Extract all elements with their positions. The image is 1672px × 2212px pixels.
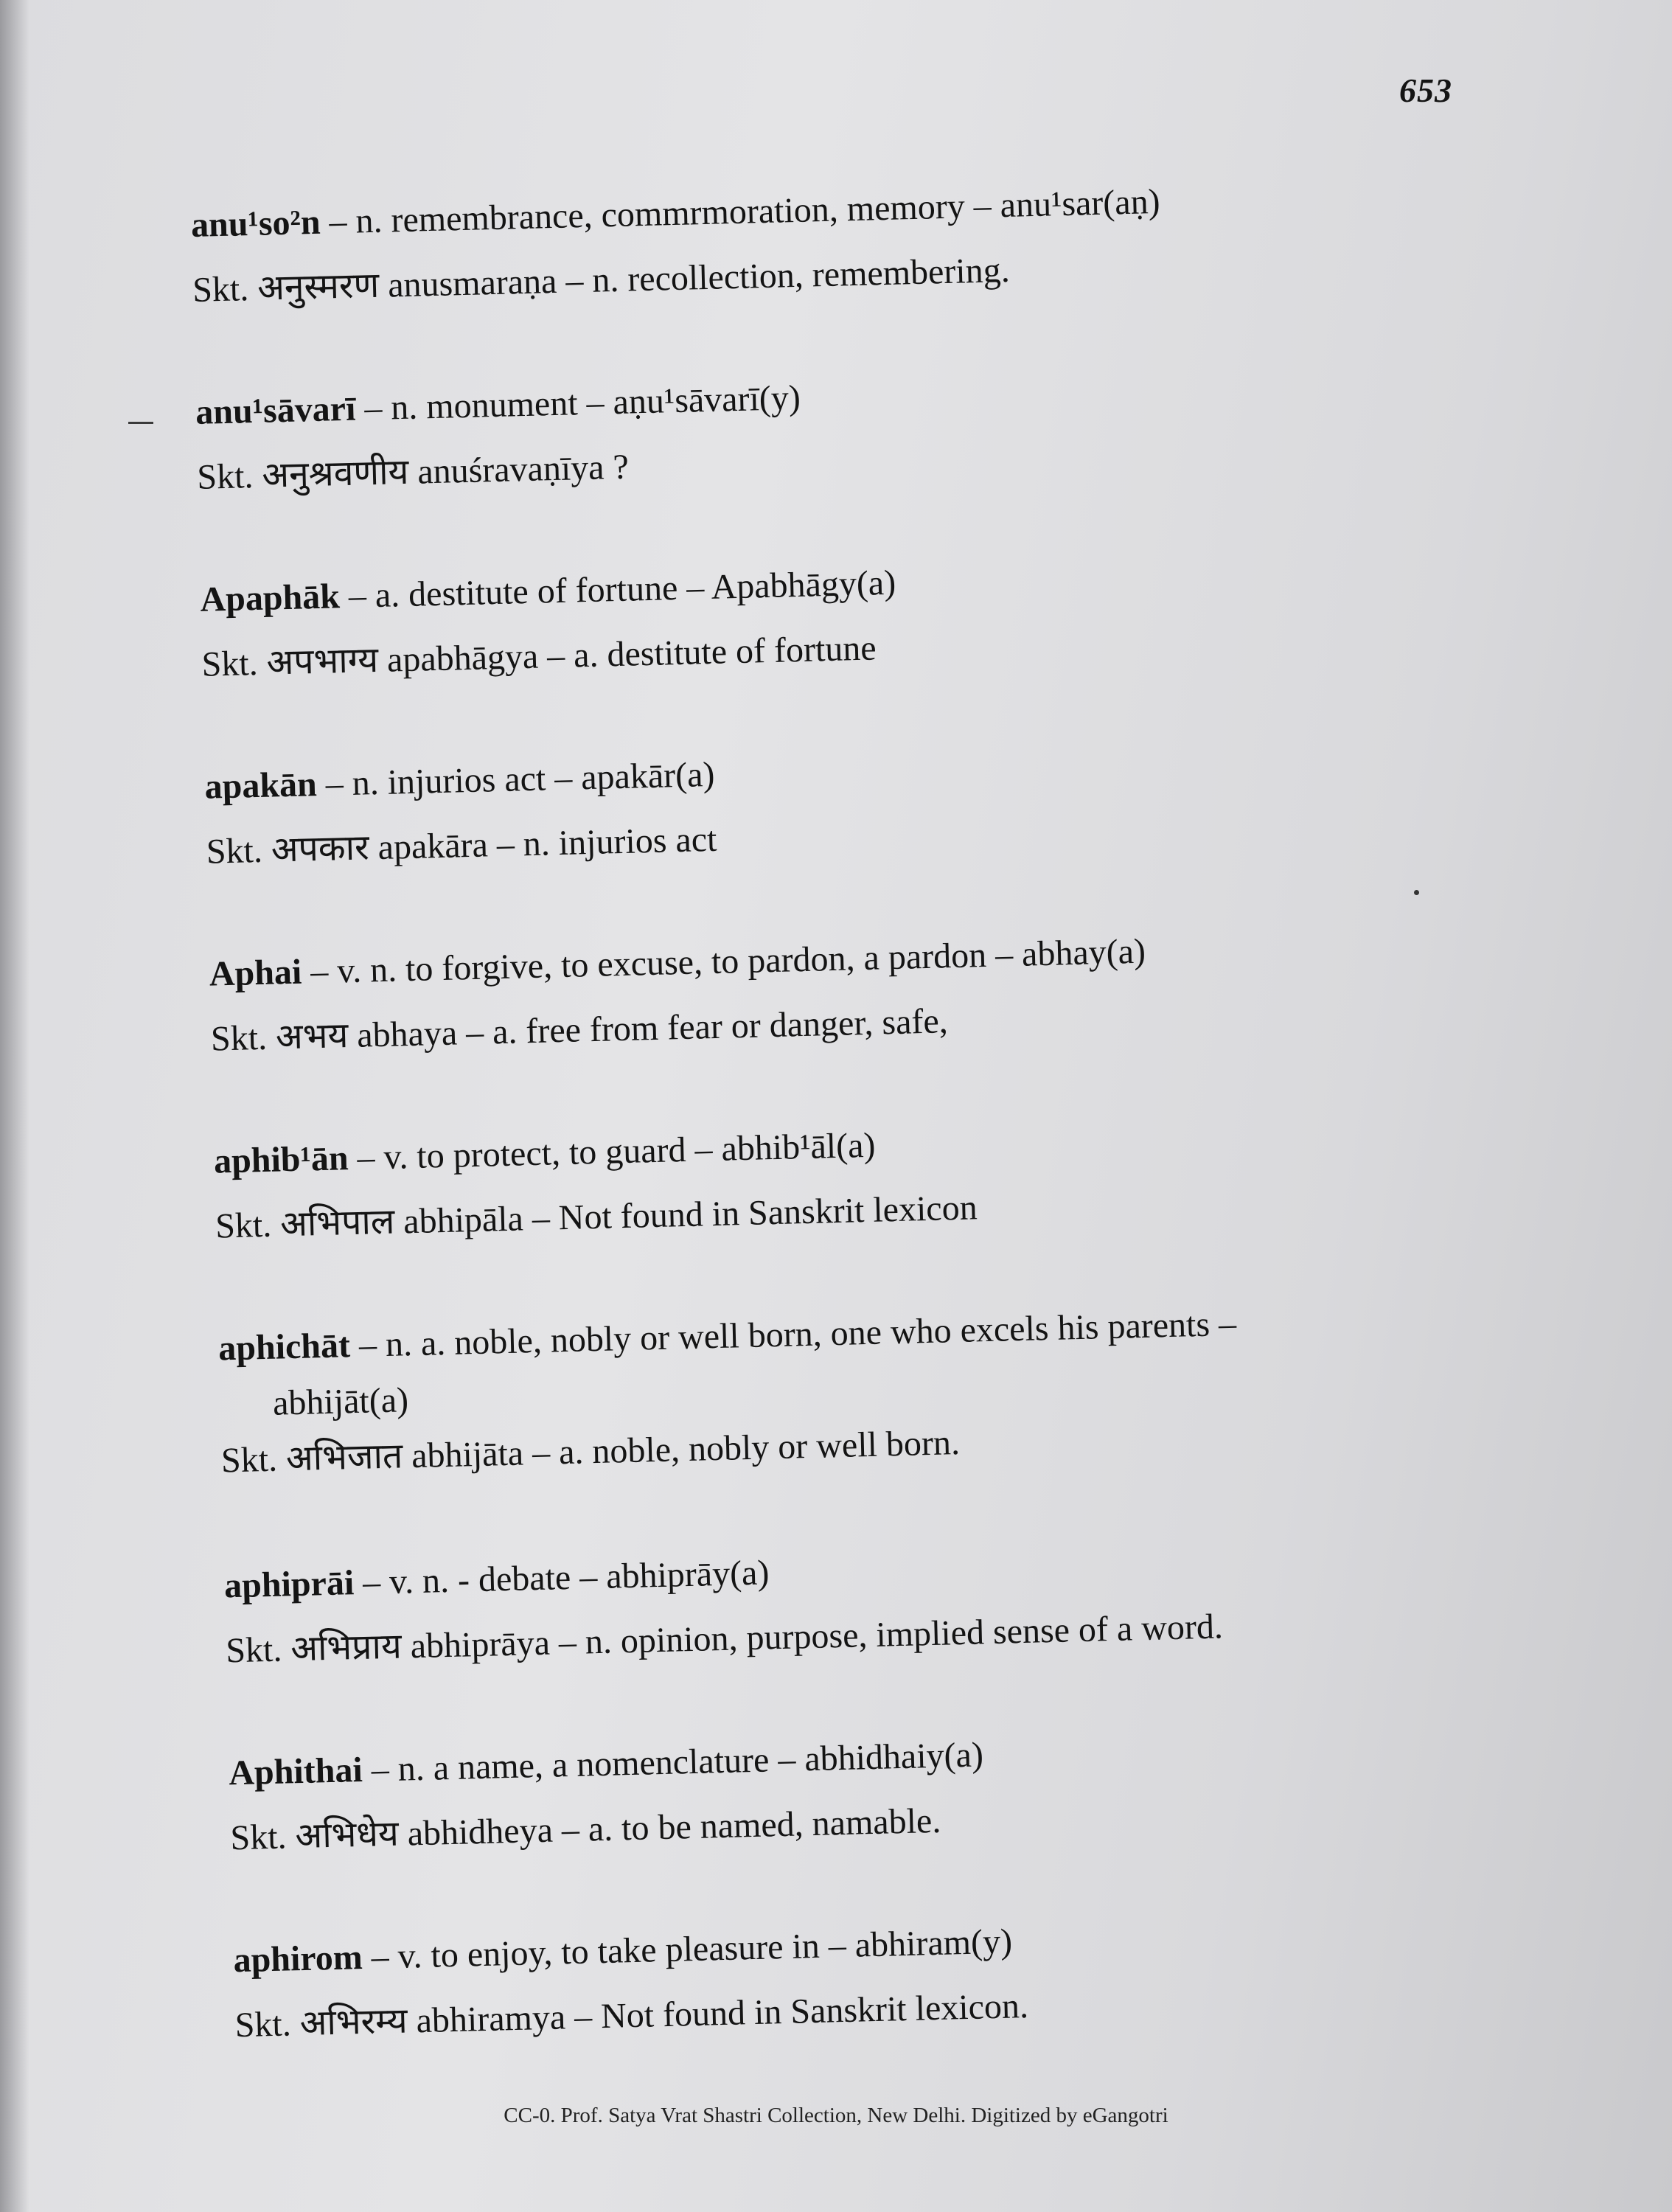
- entry-definition: – a. destitute of fortune – Apabhāgy(a): [339, 563, 896, 616]
- dictionary-entry: [204, 722, 1558, 942]
- sanskrit-line: Skt. अभिजात abhijāta – a. noble, nobly or well born.: [220, 1423, 961, 1481]
- sanskrit-line: Skt. अनुस्मरण anusmaraṇa – n. recollection, remembering.: [192, 250, 1011, 310]
- headword: aphiprāi: [223, 1563, 355, 1606]
- entry-definition: – n. a. noble, nobly or well born, one who excels his parents –: [349, 1304, 1237, 1366]
- headword: aphirom: [232, 1938, 363, 1980]
- entry-definition: – v. n. to forgive, to excuse, to pardon, a pardon – abhay(a): [301, 931, 1146, 992]
- dictionary-entry: [213, 1096, 1567, 1317]
- dictionary-entry: [199, 535, 1553, 755]
- entry-definition: – n. a name, a nomenclature – abhidhaiy(a): [362, 1735, 984, 1790]
- headword: apakān: [204, 765, 318, 807]
- headword: Aphithai: [228, 1750, 363, 1793]
- dictionary-entry: [217, 1284, 1572, 1554]
- dictionary-entry: [195, 347, 1548, 568]
- sanskrit-line: Skt. अपकार apakāra – n. injurios act: [206, 819, 717, 872]
- entry-definition: – v. to protect, to guard – abhib¹āl(a): [347, 1125, 877, 1178]
- entry-continuation: abhijāt(a): [272, 1380, 409, 1423]
- dictionary-entry: [190, 160, 1544, 380]
- entry-definition: – n. monument – aṇu¹sāvarī(y): [355, 378, 801, 428]
- entry-definition: – v. n. - debate – abhiprāy(a): [353, 1553, 770, 1603]
- dictionary-entry: [209, 909, 1562, 1130]
- dictionary-entry: [233, 1896, 1586, 2116]
- entry-definition: – n. remembrance, commrmoration, memory – anu¹sar(aṇ): [319, 181, 1161, 242]
- entry-definition: – v. to enjoy, to take pleasure in – abhiram(y): [362, 1921, 1013, 1977]
- headword: anu¹so²n: [190, 202, 321, 245]
- dictionary-entry: [223, 1521, 1577, 1742]
- digitization-footer: CC-0. Prof. Satya Vrat Shastri Collection, New Delhi. Digitized by eGangotri: [504, 2104, 1168, 2127]
- sanskrit-line: Skt. अभय abhaya – a. free from fear or danger, safe,: [210, 1001, 949, 1059]
- headword: aphib¹ān: [213, 1138, 349, 1181]
- sanskrit-line: Skt. अभिप्राय abhiprāya – n. opinion, purpose, implied sense of a word.: [225, 1607, 1224, 1671]
- margin-dash-mark: [128, 422, 153, 424]
- entry-definition: – n. injurios act – apakār(a): [316, 754, 716, 804]
- sanskrit-line: Skt. अपभाग्य apabhāgya – a. destitute of fortune: [201, 628, 877, 684]
- page-number: 653: [1399, 72, 1452, 109]
- headword: Apaphāk: [199, 577, 341, 619]
- dictionary-entries: [190, 160, 1586, 2115]
- dictionary-entry: [228, 1708, 1581, 1929]
- sanskrit-line: Skt. अभिपाल abhipāla – Not found in Sanskrit lexicon: [215, 1188, 978, 1246]
- headword: Aphai: [209, 952, 302, 994]
- headword: aphichāt: [217, 1326, 351, 1368]
- sanskrit-line: Skt. अभिरम्य abhiramya – Not found in Sanskrit lexicon.: [234, 1986, 1029, 2045]
- sanskrit-line: Skt. अनुश्रवणीय anuśravaṇīya ?: [196, 447, 630, 497]
- binding-shadow: [0, 0, 29, 2212]
- headword: anu¹sāvarī: [195, 389, 356, 432]
- sanskrit-line: Skt. अभिधेय abhidheya – a. to be named, namable.: [229, 1801, 941, 1858]
